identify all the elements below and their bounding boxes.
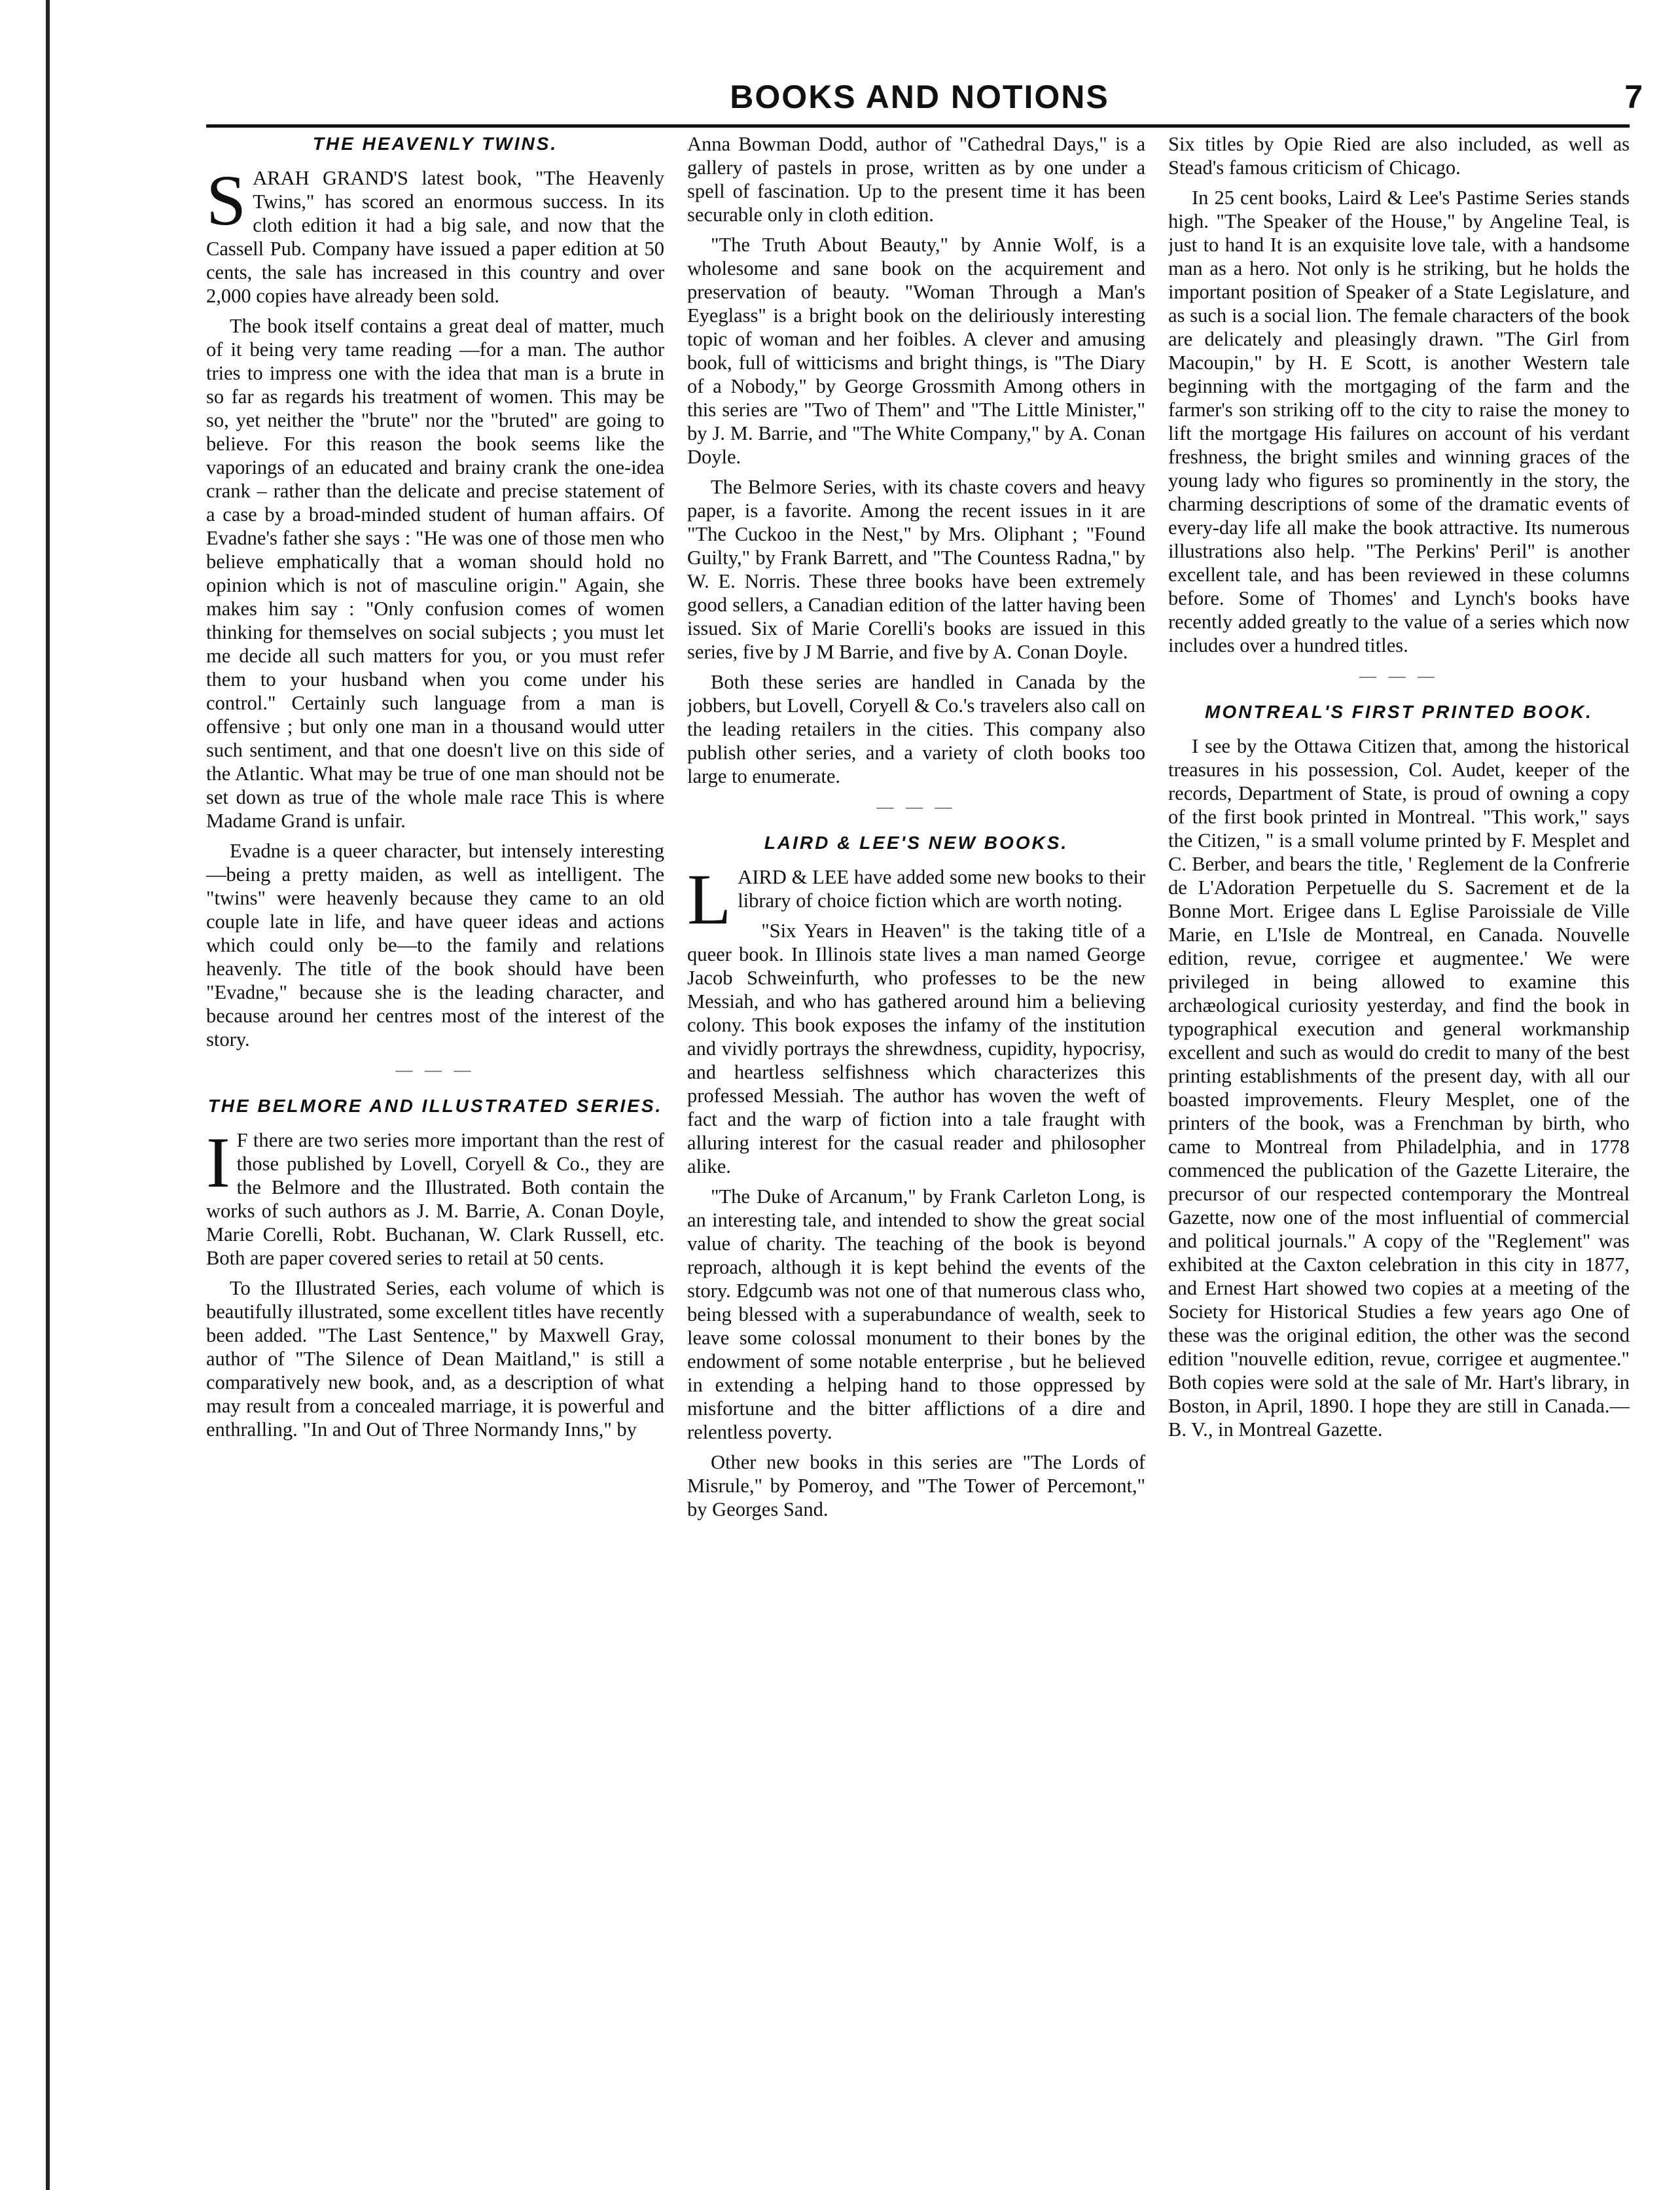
paragraph — [206, 1122, 664, 1270]
page-number: 7 — [1624, 79, 1643, 115]
paragraph: To the Illustrated Series, each volume of which is beautifully illustrated, some excellent titles have recently been added. "The Last Sentence," by Maxwell Gray, author of "The Silence of Dean Maitland," is still a comparatively new book, and, as a description of what may result from a concealed marriage, it is powerful and enthralling. "In and Out of Three Normandy Inns," by — [206, 1277, 664, 1441]
paragraph: "The Truth About Beauty," by Annie Wolf, is a wholesome and sane book on the acquirement and preservation of beauty. "Woman Through a Man's Eyeglass" is a bright book on the deliriously interesting topic of woman and her foibles. A clever and amusing book, full of witticisms and bright things, is "The Diary of a Nobody," by George Grossmith Among others in this series are "Two of Them" and "The Little Minister," by J. M. Barrie, and "The White Company," by A. Conan Doyle. — [687, 234, 1145, 468]
section-divider: — — — — [1359, 666, 1439, 685]
section-divider: — — — — [395, 1060, 475, 1079]
paragraph: Six titles by Opie Ried are also included, as well as Stead's famous criticism of Chicago. — [1168, 133, 1630, 179]
paragraph: In 25 cent books, Laird & Lee's Pastime Series stands high. "The Speaker of the House," by Angeline Teal, is just to hand It is an exquisite love tale, with a handsome man as a hero. Not only is he striking, but he holds the important position of Speaker of a State Legislature, and as such is a social lion. The female characters of the book are delicately and pleasingly drawn. "The Girl from Macoupin," by H. E Scott, is another Western tale beginning with the mortgaging of the farm and the farmer's son striking off to the city to raise the money to lift the mortgage His failures on account of his verdant freshness, the bright smiles and winning graces of the young lady who figures so prominently in the story, the charming descriptions of some of the dramatic events of every-day life all make the book attractive. Its numerous illustrations also help. "The Perkins' Peril" is another excellent tale, and has been reviewed in these columns before. Some of Thomes' and Lynch's books have recently added greatly to the value of a series which now includes over a hundred titles. — [1168, 187, 1630, 656]
paragraph-text: F there are two series more important than the rest of those published by Lovell, Coryell & Co., they are the Belmore and the Illustrated. Both contain the works of such authors as J. M. Barrie, A. Conan Doyle, Marie Corelli, Robt. Buchanan, W. Clark Russell, etc. Both are paper covered series to retail at 50 cents. — [206, 1129, 664, 1269]
paragraph — [206, 160, 664, 308]
paragraph: "Six Years in Heaven" is the taking title of a queer book. In Illinois state lives a man named George Jacob Schweinfurth, who professes to be the new Messiah, and who has gathered around him a believing colony. This book exposes the infamy of the institution and vividly portrays the shrewdness, cupidity, hypocrisy, and heartless selfishness which characterizes this professed Messiah. The author has woven the weft of fact and the warp of fiction into a tale fraught with alluring interest for the casual reader and philosopher alike. — [687, 920, 1145, 1177]
paragraph-text: ARAH GRAND'S latest book, "The Heavenly Twins," has scored an enormous success. In its cloth edition it had a big sale, and now that the Cassell Pub. Company have issued a paper edition at 50 cents, the sale has increased in this country and over 2,000 copies have already been sold. — [206, 167, 664, 307]
column-right — [1168, 132, 1630, 2148]
paragraph: Both these series are handled in Canada by the jobbers, but Lovell, Coryell & Co.'s travelers also call on the leading retailers in the cities. This company also publish other series, and a variety of cloth books too large to enumerate. — [687, 671, 1145, 787]
drop-cap: I — [206, 1122, 230, 1202]
page-binding-edge — [46, 0, 50, 2190]
paragraph: The Belmore Series, with its chaste covers and heavy paper, is a favorite. Among the recent issues in it are "The Cuckoo in the Nest," by Mrs. Oliphant ; "Found Guilty," by Frank Barrett, and "The Countess Radna," by W. E. Norris. These three books have been extremely good sellers, a Canadian edition of the latter having been issued. Six of Marie Corelli's books are issued in this series, five by J M Barrie, and five by A. Conan Doyle. — [687, 476, 1145, 663]
running-title: BOOKS AND NOTIONS — [730, 79, 1109, 115]
drop-cap: S — [206, 160, 247, 240]
paragraph-text: AIRD & LEE have added some new books to their library of choice fiction which are worth noting. — [738, 866, 1145, 912]
section-title-laird-lee: LAIRD & LEE'S NEW BOOKS. — [764, 833, 1069, 853]
paragraph: "The Duke of Arcanum," by Frank Carleton Long, is an interesting tale, and intended to show the great social value of charity. The teaching of the book is beyond reproach, although it is kept behind the events of the story. Edgcumb was not one of that numerous class who, being blessed with a superabundance of wealth, seek to leave some colossal monument to their bones by the endowment of some notable enterprise , but he believed in extending a helping hand to those oppressed by misfortune and the bitter afflictions of a dire and relentless poverty. — [687, 1185, 1145, 1443]
paragraph: Other new books in this series are "The Lords of Misrule," by Pomeroy, and "The Tower of Percemont," by Georges Sand. — [687, 1451, 1145, 1520]
paragraph: The book itself contains a great deal of matter, much of it being very tame reading —for a man. The author tries to impress one with the idea that man is a brute in so far as regards his treatment of women. This may be so, yet neither the "brute" nor the "bruted" are going to believe. For this reason the book seems like the vaporings of an educated and brainy crank the one-idea crank – rather than the delicate and precise statement of a case by a broad-minded student of human affairs. Of Evadne's father she says : "He was one of those men who believe emphatically that a woman should hold no opinion which is not of masculine origin." Again, she makes him say : "Only confusion comes of women thinking for themselves on social subjects ; you must let me decide all such matters for you, or you must refer them to your husband when you come under his control." Certainly such language from a man is offensive ; but only one man in a thousand would utter such sentiment, and that one doesn't live on this side of the Atlantic. What may be true of one man should not be set down as true of the whole male race This is where Madame Grand is unfair. — [206, 315, 664, 832]
section-title-montreal-first-book: MONTREAL'S FIRST PRINTED BOOK. — [1205, 702, 1593, 722]
drop-cap: L — [687, 859, 732, 939]
section-title-heavenly-twins: THE HEAVENLY TWINS. — [312, 134, 558, 154]
article-columns — [206, 132, 1630, 2148]
column-left — [206, 132, 664, 2148]
column-middle — [687, 132, 1145, 2148]
paragraph: Anna Bowman Dodd, author of "Cathedral Days," is a gallery of pastels in prose, written as by one under a spell of fascination. Up to the present time it has been securable only in cloth edition. — [687, 133, 1145, 226]
paragraph: I see by the Ottawa Citizen that, among the historical treasures in his possession, Col. Audet, keeper of the records, Department of State, is proud of owning a copy of the first book printed in Montreal. "This work," says the Citizen, " is a small volume printed by F. Mesplet and C. Berber, and bears the title, ' Reglement de la Confrerie de L'Adoration Perpetuelle du S. Sacrement et de la Bonne Mort. Erigee dans L Eglise Paroissiale de Ville Marie, en L'Isle de Montreal, en Canada. Nouvelle edition, revue, corrigee et augmentee.' We were privileged in being allowed to examine this archæological curiosity yesterday, and find the book in typographical execution and general workmanship excellent and such as would do credit to many of the best printing establishments of the present day, with all our boasted improvements. Fleury Mesplet, one of the printers of the book, was a Frenchman by birth, who came to Montreal from Philadelphia, and in 1778 commenced the publication of the Gazette Literaire, the precursor of our respected contemporary the Montreal Gazette, now one of the most influential of commercial and political journals." A copy of the "Reglement" was exhibited at the Caxton celebration in this city in 1877, and Ernest Hart showed two copies at a meeting of the Society for Historical Studies a few years ago One of these was the original edition, the other was the second edition "nouvelle edition, revue, corrigee et augmentee." Both copies were sold at the sale of Mr. Hart's library, in Boston, in April, 1890. I hope they are still in Canada.—B. V., in Montreal Gazette. — [1168, 735, 1630, 1441]
section-title-belmore-series: THE BELMORE AND ILLUSTRATED SERIES. — [207, 1096, 663, 1116]
header-rule — [206, 124, 1630, 128]
paragraph: Evadne is a queer character, but intensely interesting—being a pretty maiden, as well as intelligent. The "twins" were heavenly because they came to an old couple late in life, and have queer ideas and actions which could only be—to the family and relations heavenly. The title of the book should have been "Evadne," because she is the leading character, and because around her centres most of the interest of the story. — [206, 840, 664, 1050]
section-divider: — — — — [876, 797, 956, 816]
page-header — [196, 73, 1643, 120]
paragraph — [687, 859, 1145, 939]
